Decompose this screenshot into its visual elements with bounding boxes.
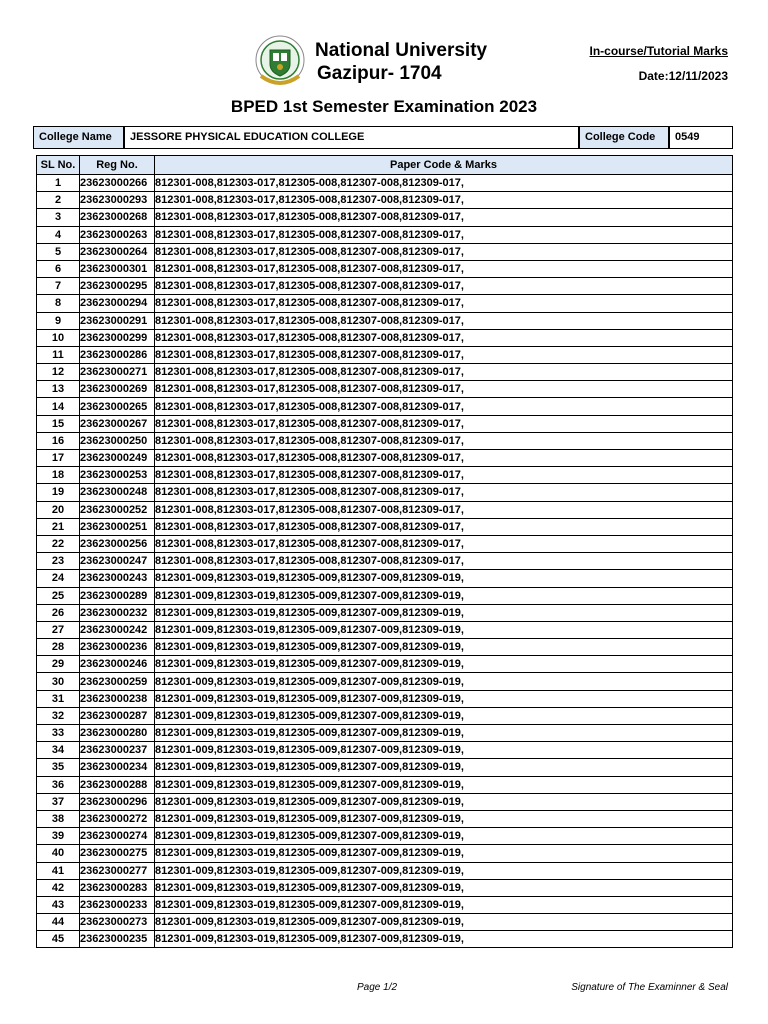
sl-cell: 43	[37, 896, 80, 913]
sl-cell: 45	[37, 931, 80, 948]
table-row	[37, 725, 733, 742]
reg-no-cell: 23623000299	[80, 329, 155, 346]
reg-no-cell: 23623000280	[80, 725, 155, 742]
college-name-label: College Name	[33, 126, 124, 149]
paper-marks-cell: 812301-009,812303-019,812305-009,812307-009,812309-019,	[155, 656, 733, 673]
table-row	[37, 192, 733, 209]
table-row	[37, 914, 733, 931]
paper-marks-cell: 812301-008,812303-017,812305-008,812307-008,812309-017,	[155, 484, 733, 501]
university-name: National University	[315, 40, 488, 61]
reg-no-cell: 23623000293	[80, 192, 155, 209]
page-number: Page 1/2	[357, 982, 398, 993]
paper-marks-cell: 812301-008,812303-017,812305-008,812307-008,812309-017,	[155, 381, 733, 398]
paper-marks-cell: 812301-008,812303-017,812305-008,812307-008,812309-017,	[155, 192, 733, 209]
table-row	[37, 828, 733, 845]
sl-cell: 8	[37, 295, 80, 312]
sl-cell: 2	[37, 192, 80, 209]
sl-cell: 29	[37, 656, 80, 673]
marks-table	[36, 155, 733, 948]
table-row	[37, 243, 733, 260]
paper-marks-cell: 812301-009,812303-019,812305-009,812307-009,812309-019,	[155, 673, 733, 690]
reg-no-cell: 23623000236	[80, 639, 155, 656]
sl-cell: 15	[37, 415, 80, 432]
paper-marks-cell: 812301-009,812303-019,812305-009,812307-009,812309-019,	[155, 896, 733, 913]
reg-no-cell: 23623000237	[80, 742, 155, 759]
reg-no-cell: 23623000275	[80, 845, 155, 862]
sl-cell: 32	[37, 707, 80, 724]
reg-no-cell: 23623000291	[80, 312, 155, 329]
paper-marks-cell: 812301-009,812303-019,812305-009,812307-009,812309-019,	[155, 690, 733, 707]
paper-marks-cell: 812301-009,812303-019,812305-009,812307-009,812309-019,	[155, 776, 733, 793]
table-row	[37, 518, 733, 535]
sl-cell: 13	[37, 381, 80, 398]
paper-marks-cell: 812301-009,812303-019,812305-009,812307-009,812309-019,	[155, 707, 733, 724]
university-address: Gazipur- 1704	[317, 63, 442, 84]
table-row	[37, 432, 733, 449]
table-row	[37, 226, 733, 243]
reg-no-cell: 23623000269	[80, 381, 155, 398]
sl-cell: 6	[37, 260, 80, 277]
reg-no-cell: 23623000274	[80, 828, 155, 845]
table-row	[37, 553, 733, 570]
paper-marks-cell: 812301-009,812303-019,812305-009,812307-009,812309-019,	[155, 828, 733, 845]
reg-no-cell: 23623000283	[80, 879, 155, 896]
table-row	[37, 467, 733, 484]
university-logo	[255, 32, 305, 92]
sl-cell: 22	[37, 535, 80, 552]
paper-marks-cell: 812301-009,812303-019,812305-009,812307-009,812309-019,	[155, 793, 733, 810]
table-row	[37, 673, 733, 690]
reg-no-cell: 23623000232	[80, 604, 155, 621]
sl-cell: 12	[37, 364, 80, 381]
sl-cell: 28	[37, 639, 80, 656]
table-row	[37, 415, 733, 432]
table-row	[37, 535, 733, 552]
reg-no-cell: 23623000289	[80, 587, 155, 604]
sl-cell: 11	[37, 346, 80, 363]
exam-title: BPED 1st Semester Examination 2023	[230, 97, 538, 116]
sl-cell: 34	[37, 742, 80, 759]
paper-marks-cell: 812301-008,812303-017,812305-008,812307-008,812309-017,	[155, 312, 733, 329]
reg-no-cell: 23623000243	[80, 570, 155, 587]
paper-marks-cell: 812301-009,812303-019,812305-009,812307-009,812309-019,	[155, 914, 733, 931]
table-row	[37, 312, 733, 329]
table-row	[37, 329, 733, 346]
table-row	[37, 931, 733, 948]
table-row	[37, 381, 733, 398]
table-row	[37, 656, 733, 673]
sl-cell: 37	[37, 793, 80, 810]
paper-marks-cell: 812301-008,812303-017,812305-008,812307-008,812309-017,	[155, 467, 733, 484]
column-header-sl: SL No.	[37, 156, 80, 175]
table-row	[37, 484, 733, 501]
reg-no-cell: 23623000265	[80, 398, 155, 415]
table-row	[37, 260, 733, 277]
paper-marks-cell: 812301-008,812303-017,812305-008,812307-008,812309-017,	[155, 209, 733, 226]
reg-no-cell: 23623000234	[80, 759, 155, 776]
paper-marks-cell: 812301-008,812303-017,812305-008,812307-008,812309-017,	[155, 226, 733, 243]
sl-cell: 24	[37, 570, 80, 587]
table-row	[37, 278, 733, 295]
table-row	[37, 450, 733, 467]
reg-no-cell: 23623000286	[80, 346, 155, 363]
paper-marks-cell: 812301-008,812303-017,812305-008,812307-008,812309-017,	[155, 398, 733, 415]
reg-no-cell: 23623000295	[80, 278, 155, 295]
paper-marks-cell: 812301-009,812303-019,812305-009,812307-009,812309-019,	[155, 879, 733, 896]
paper-marks-cell: 812301-008,812303-017,812305-008,812307-008,812309-017,	[155, 243, 733, 260]
sl-cell: 3	[37, 209, 80, 226]
table-row	[37, 364, 733, 381]
paper-marks-cell: 812301-008,812303-017,812305-008,812307-008,812309-017,	[155, 518, 733, 535]
sl-cell: 39	[37, 828, 80, 845]
reg-no-cell: 23623000277	[80, 862, 155, 879]
reg-no-cell: 23623000253	[80, 467, 155, 484]
reg-no-cell: 23623000266	[80, 175, 155, 192]
paper-marks-cell: 812301-008,812303-017,812305-008,812307-008,812309-017,	[155, 346, 733, 363]
reg-no-cell: 23623000249	[80, 450, 155, 467]
table-row	[37, 759, 733, 776]
marks-table-body	[37, 175, 733, 948]
college-info-bar	[33, 126, 732, 149]
paper-marks-cell: 812301-008,812303-017,812305-008,812307-008,812309-017,	[155, 260, 733, 277]
college-name-value: JESSORE PHYSICAL EDUCATION COLLEGE	[124, 126, 579, 149]
reg-no-cell: 23623000235	[80, 931, 155, 948]
reg-no-cell: 23623000247	[80, 553, 155, 570]
table-row	[37, 587, 733, 604]
table-row	[37, 209, 733, 226]
table-row	[37, 621, 733, 638]
sl-cell: 31	[37, 690, 80, 707]
paper-marks-cell: 812301-009,812303-019,812305-009,812307-009,812309-019,	[155, 604, 733, 621]
reg-no-cell: 23623000294	[80, 295, 155, 312]
college-code-value: 0549	[669, 126, 733, 149]
paper-marks-cell: 812301-008,812303-017,812305-008,812307-008,812309-017,	[155, 501, 733, 518]
table-row	[37, 793, 733, 810]
sl-cell: 33	[37, 725, 80, 742]
reg-no-cell: 23623000246	[80, 656, 155, 673]
reg-no-cell: 23623000301	[80, 260, 155, 277]
document-date: Date:12/11/2023	[638, 69, 728, 83]
reg-no-cell: 23623000233	[80, 896, 155, 913]
column-header-paper: Paper Code & Marks	[155, 156, 733, 175]
reg-no-cell: 23623000251	[80, 518, 155, 535]
sl-cell: 42	[37, 879, 80, 896]
table-row	[37, 879, 733, 896]
table-row	[37, 570, 733, 587]
sl-cell: 44	[37, 914, 80, 931]
sl-cell: 9	[37, 312, 80, 329]
sl-cell: 40	[37, 845, 80, 862]
sl-cell: 20	[37, 501, 80, 518]
paper-marks-cell: 812301-008,812303-017,812305-008,812307-008,812309-017,	[155, 175, 733, 192]
paper-marks-cell: 812301-009,812303-019,812305-009,812307-009,812309-019,	[155, 759, 733, 776]
reg-no-cell: 23623000242	[80, 621, 155, 638]
paper-marks-cell: 812301-008,812303-017,812305-008,812307-008,812309-017,	[155, 364, 733, 381]
sl-cell: 25	[37, 587, 80, 604]
paper-marks-cell: 812301-008,812303-017,812305-008,812307-008,812309-017,	[155, 415, 733, 432]
table-row	[37, 295, 733, 312]
sl-cell: 35	[37, 759, 80, 776]
paper-marks-cell: 812301-009,812303-019,812305-009,812307-009,812309-019,	[155, 862, 733, 879]
paper-marks-cell: 812301-009,812303-019,812305-009,812307-009,812309-019,	[155, 639, 733, 656]
sl-cell: 41	[37, 862, 80, 879]
paper-marks-cell: 812301-009,812303-019,812305-009,812307-009,812309-019,	[155, 742, 733, 759]
sl-cell: 38	[37, 810, 80, 827]
reg-no-cell: 23623000238	[80, 690, 155, 707]
paper-marks-cell: 812301-008,812303-017,812305-008,812307-008,812309-017,	[155, 535, 733, 552]
reg-no-cell: 23623000271	[80, 364, 155, 381]
reg-no-cell: 23623000267	[80, 415, 155, 432]
marks-type-label: In-course/Tutorial Marks	[589, 44, 728, 58]
sl-cell: 10	[37, 329, 80, 346]
sl-cell: 1	[37, 175, 80, 192]
signature-label: Signature of The Examinner & Seal	[571, 982, 728, 993]
sl-cell: 4	[37, 226, 80, 243]
sl-cell: 26	[37, 604, 80, 621]
sl-cell: 23	[37, 553, 80, 570]
sl-cell: 30	[37, 673, 80, 690]
reg-no-cell: 23623000256	[80, 535, 155, 552]
table-row	[37, 776, 733, 793]
table-row	[37, 398, 733, 415]
table-header-row	[37, 156, 733, 175]
sl-cell: 7	[37, 278, 80, 295]
reg-no-cell: 23623000272	[80, 810, 155, 827]
table-row	[37, 862, 733, 879]
paper-marks-cell: 812301-009,812303-019,812305-009,812307-009,812309-019,	[155, 845, 733, 862]
sl-cell: 19	[37, 484, 80, 501]
paper-marks-cell: 812301-009,812303-019,812305-009,812307-009,812309-019,	[155, 810, 733, 827]
paper-marks-cell: 812301-009,812303-019,812305-009,812307-009,812309-019,	[155, 931, 733, 948]
college-code-label: College Code	[579, 126, 669, 149]
reg-no-cell: 23623000250	[80, 432, 155, 449]
paper-marks-cell: 812301-008,812303-017,812305-008,812307-008,812309-017,	[155, 553, 733, 570]
sl-cell: 14	[37, 398, 80, 415]
reg-no-cell: 23623000268	[80, 209, 155, 226]
sl-cell: 18	[37, 467, 80, 484]
reg-no-cell: 23623000264	[80, 243, 155, 260]
paper-marks-cell: 812301-009,812303-019,812305-009,812307-009,812309-019,	[155, 725, 733, 742]
sl-cell: 5	[37, 243, 80, 260]
reg-no-cell: 23623000296	[80, 793, 155, 810]
paper-marks-cell: 812301-008,812303-017,812305-008,812307-008,812309-017,	[155, 295, 733, 312]
table-row	[37, 346, 733, 363]
reg-no-cell: 23623000288	[80, 776, 155, 793]
table-row	[37, 810, 733, 827]
table-row	[37, 501, 733, 518]
table-row	[37, 604, 733, 621]
sl-cell: 16	[37, 432, 80, 449]
reg-no-cell: 23623000263	[80, 226, 155, 243]
table-row	[37, 742, 733, 759]
reg-no-cell: 23623000252	[80, 501, 155, 518]
sl-cell: 21	[37, 518, 80, 535]
table-row	[37, 690, 733, 707]
sl-cell: 36	[37, 776, 80, 793]
sl-cell: 17	[37, 450, 80, 467]
sl-cell: 27	[37, 621, 80, 638]
paper-marks-cell: 812301-008,812303-017,812305-008,812307-008,812309-017,	[155, 329, 733, 346]
table-row	[37, 896, 733, 913]
reg-no-cell: 23623000273	[80, 914, 155, 931]
column-header-reg: Reg No.	[80, 156, 155, 175]
table-row	[37, 175, 733, 192]
reg-no-cell: 23623000259	[80, 673, 155, 690]
reg-no-cell: 23623000248	[80, 484, 155, 501]
reg-no-cell: 23623000287	[80, 707, 155, 724]
table-row	[37, 639, 733, 656]
paper-marks-cell: 812301-009,812303-019,812305-009,812307-009,812309-019,	[155, 621, 733, 638]
table-row	[37, 845, 733, 862]
paper-marks-cell: 812301-009,812303-019,812305-009,812307-009,812309-019,	[155, 587, 733, 604]
paper-marks-cell: 812301-008,812303-017,812305-008,812307-008,812309-017,	[155, 278, 733, 295]
paper-marks-cell: 812301-009,812303-019,812305-009,812307-009,812309-019,	[155, 570, 733, 587]
paper-marks-cell: 812301-008,812303-017,812305-008,812307-008,812309-017,	[155, 450, 733, 467]
paper-marks-cell: 812301-008,812303-017,812305-008,812307-008,812309-017,	[155, 432, 733, 449]
table-row	[37, 707, 733, 724]
